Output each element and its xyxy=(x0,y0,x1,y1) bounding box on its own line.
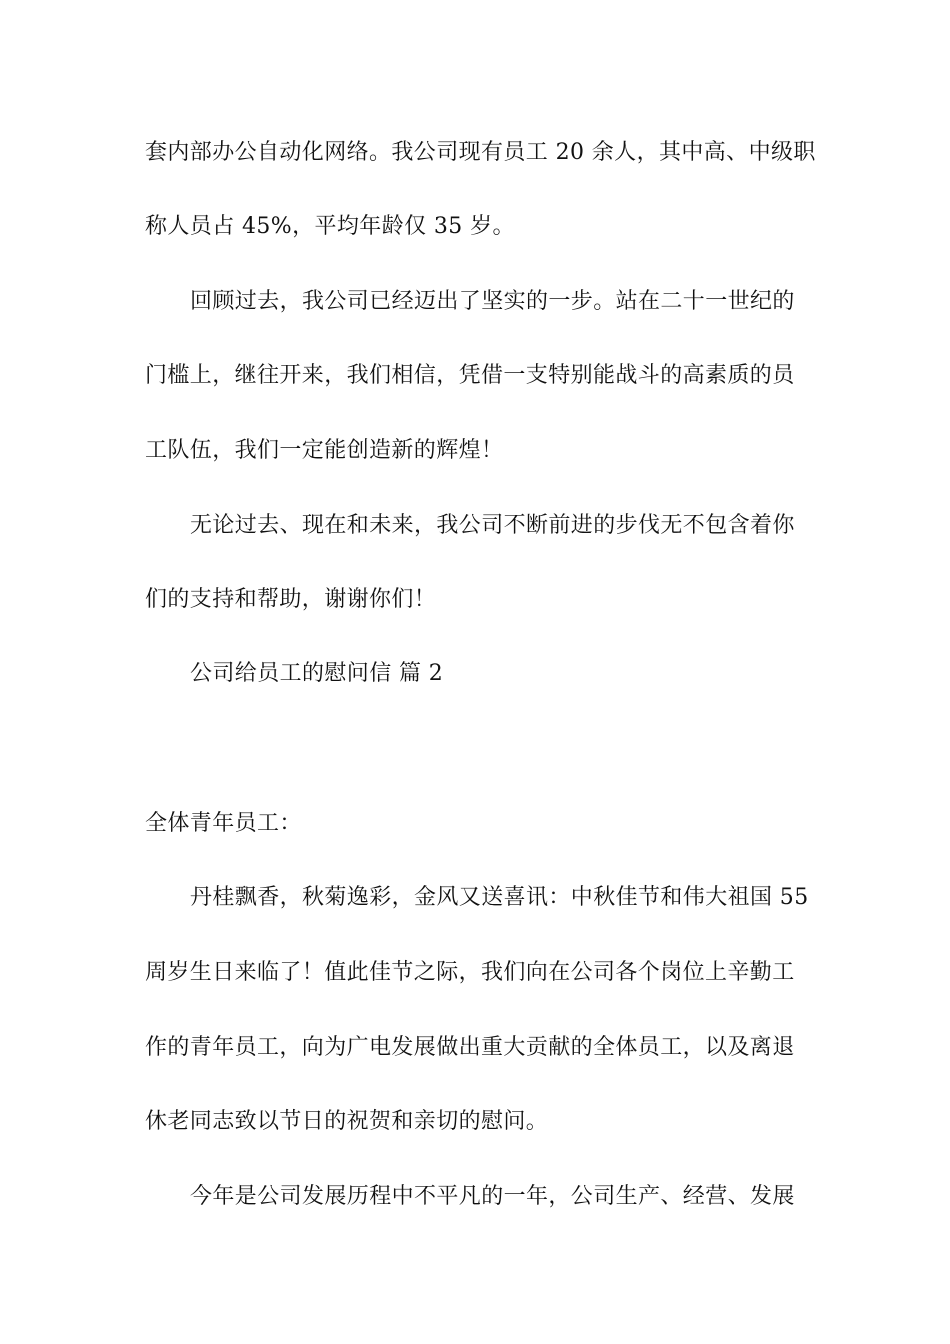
paragraph-line: 们的支持和帮助，谢谢你们！ xyxy=(145,587,437,612)
paragraph-line: 回顾过去，我公司已经迈出了坚实的一步。站在二十一世纪的 xyxy=(190,289,795,314)
paragraph-line: 丹桂飘香，秋菊逸彩，金风又送喜讯：中秋佳节和伟大祖国 55 xyxy=(190,885,809,910)
section-heading: 公司给员工的慰问信 篇 2 xyxy=(190,661,444,686)
salutation: 全体青年员工： xyxy=(145,811,302,836)
paragraph-line: 周岁生日来临了！值此佳节之际，我们向在公司各个岗位上辛勤工 xyxy=(145,960,795,985)
paragraph-line: 工队伍，我们一定能创造新的辉煌！ xyxy=(145,438,504,463)
paragraph-line: 套内部办公自动化网络。我公司现有员工 20 余人，其中高、中级职 xyxy=(145,140,816,165)
paragraph-line: 称人员占 45%，平均年龄仅 35 岁。 xyxy=(145,214,515,239)
paragraph-line: 门槛上，继往开来，我们相信，凭借一支特别能战斗的高素质的员 xyxy=(145,363,795,388)
paragraph-line: 休老同志致以节日的祝贺和亲切的慰问。 xyxy=(145,1109,549,1134)
paragraph-line: 作的青年员工，向为广电发展做出重大贡献的全体员工，以及离退 xyxy=(145,1035,795,1060)
paragraph-line: 无论过去、现在和未来，我公司不断前进的步伐无不包含着你 xyxy=(190,513,795,538)
paragraph-line: 今年是公司发展历程中不平凡的一年，公司生产、经营、发展 xyxy=(190,1184,795,1209)
